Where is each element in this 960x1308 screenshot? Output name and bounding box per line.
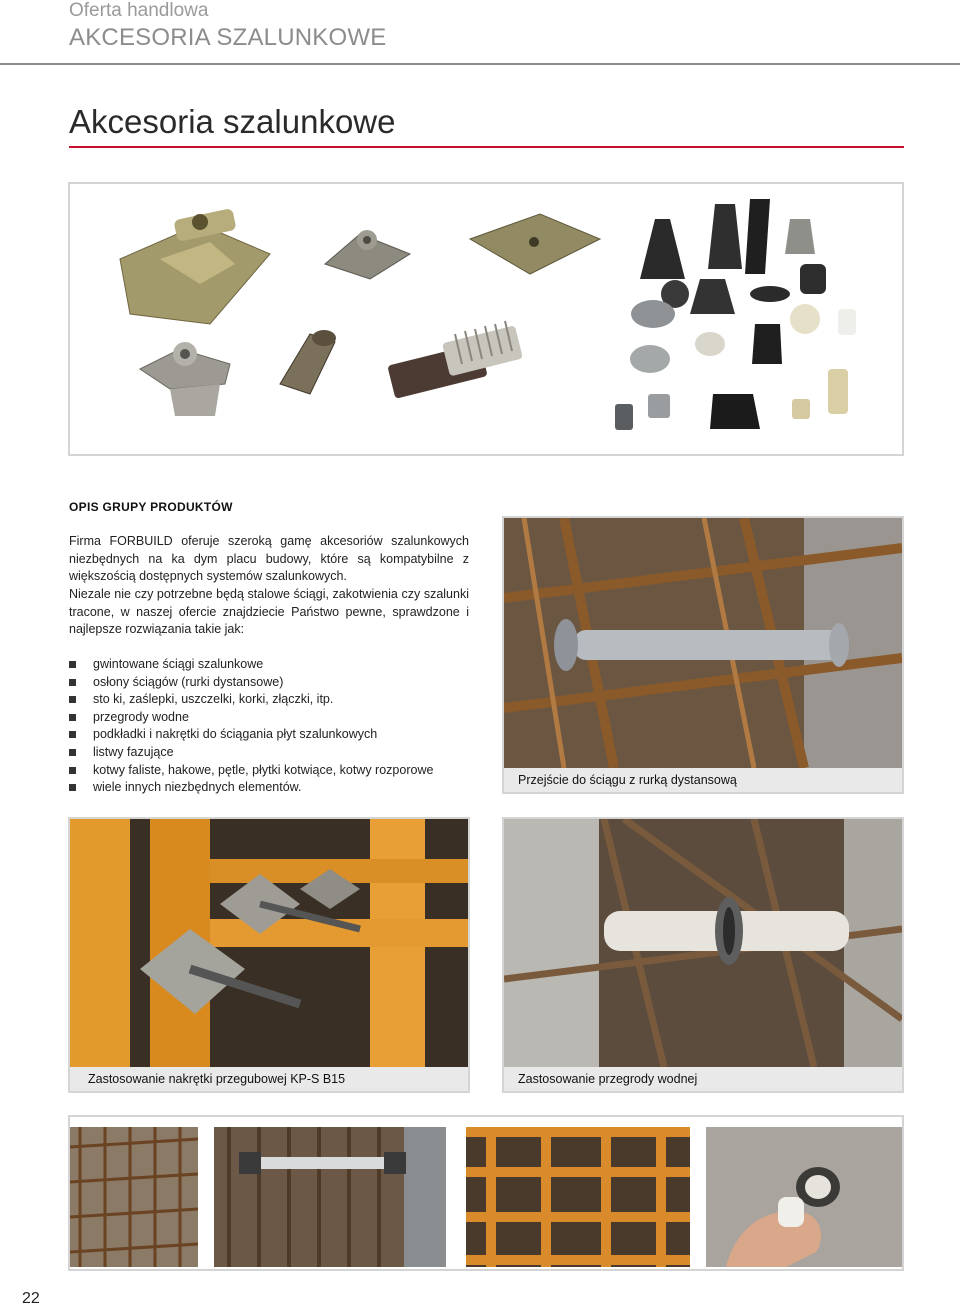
list-item: osłony ściągów (rurki dystansowe) xyxy=(69,674,489,692)
wing-nut-caption: Zastosowanie nakrętki przegubowej KP-S B15 xyxy=(70,1067,468,1091)
wing-nut-photo-frame xyxy=(68,817,470,1093)
water-stop-photo-frame xyxy=(502,817,904,1093)
list-item: wiele innych niezbędnych elementów. xyxy=(69,779,489,797)
title-divider xyxy=(69,146,904,148)
intro-paragraph: Firma FORBUILD oferuje szeroką gamę akcesoriów szalunkowych niezbędnych na ka dym placu budowy, które są kompatybilne z większością dostępnych systemów szalunkowych. xyxy=(69,534,469,583)
bullet-square-icon xyxy=(69,679,76,686)
spacer-tube-photo-frame xyxy=(502,516,904,794)
list-item: podkładki i nakrętki do ściągania płyt szalunkowych xyxy=(69,726,489,744)
list-item: kotwy faliste, hakowe, pętle, płytki kotwiące, kotwy rozporowe xyxy=(69,762,489,780)
section-heading: OPIS GRUPY PRODUKTÓW xyxy=(69,500,233,514)
water-stop-photo xyxy=(504,819,902,1067)
list-item: gwintowane ściągi szalunkowe xyxy=(69,656,489,674)
accessories-illustration xyxy=(70,184,902,454)
list-item: przegrody wodne xyxy=(69,709,489,727)
bullet-square-icon xyxy=(69,784,76,791)
rebar-photo xyxy=(70,1127,198,1267)
tie-rod-photo xyxy=(214,1127,446,1267)
wing-nut-photo xyxy=(70,819,468,1067)
spacer-tube-photo xyxy=(504,518,902,768)
list-item: sto ki, zaślepki, uszczelki, korki, złączki, itp. xyxy=(69,691,489,709)
header-divider xyxy=(0,63,960,65)
bullet-square-icon xyxy=(69,714,76,721)
header-subtitle: Oferta handlowa xyxy=(69,0,209,21)
spacer-tube-caption: Przejście do ściągu z rurką dystansową xyxy=(504,768,902,792)
bullet-square-icon xyxy=(69,696,76,703)
page-title: Akcesoria szalunkowe xyxy=(69,103,396,140)
water-stop-caption: Zastosowanie przegrody wodnej xyxy=(504,1067,902,1091)
product-list xyxy=(69,656,489,797)
offer-paragraph: Niezale nie czy potrzebne będą stalowe ściągi, zakotwienia czy szalunki tracone, w naszej ofercie znajdziecie Państwo pewne, sprawdzone i najlepsze rozwiązania takie jak: xyxy=(69,587,469,636)
plug-insertion-photo xyxy=(706,1127,902,1267)
product-showcase-image xyxy=(68,182,904,456)
bullet-square-icon xyxy=(69,767,76,774)
bullet-square-icon xyxy=(69,749,76,756)
list-item: listwy fazujące xyxy=(69,744,489,762)
bullet-square-icon xyxy=(69,661,76,668)
formwork-panels-photo xyxy=(466,1127,690,1267)
bullet-square-icon xyxy=(69,731,76,738)
header-title: AKCESORIA SZALUNKOWE xyxy=(69,24,387,51)
formwork-photo-strip xyxy=(68,1115,904,1271)
page-number: 22 xyxy=(22,1290,40,1307)
